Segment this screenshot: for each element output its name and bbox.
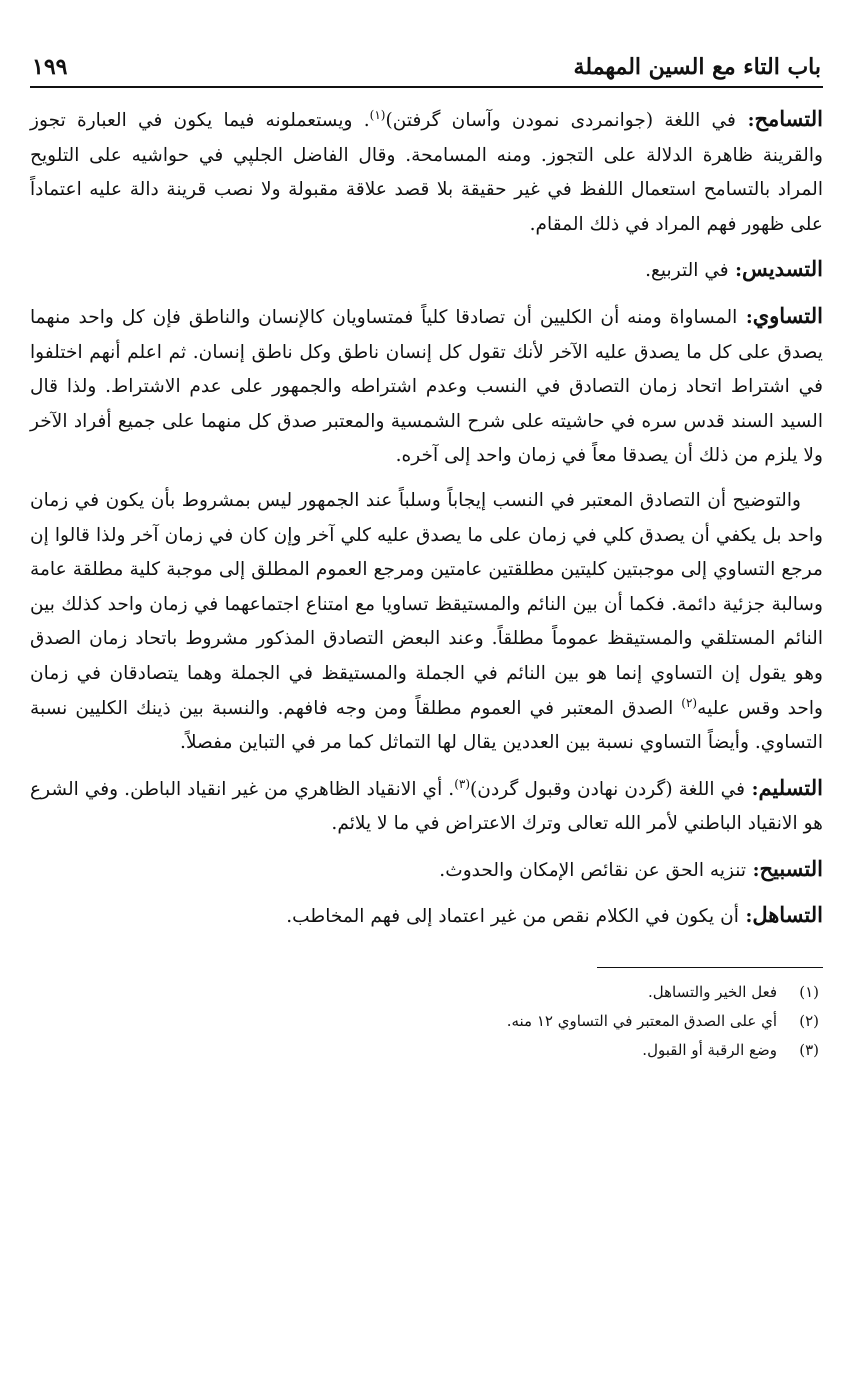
entry-term: التسبيح: [759, 855, 823, 881]
body-text: [30, 102, 823, 935]
entry-text: في التربيع.: [645, 260, 729, 282]
footnote-ref[interactable]: (٣): [454, 776, 471, 791]
entry-text: والتوضيح أن التصادق المعتبر في النسب إيجاباً وسلباً عند الجمهور ليس بمشروط بأن يكون في زمان واحد بل يكفي أن يصدق كلي في زمان على ما يصدق عليه كلي آخر وإن كان في زمان آخر ولذا قالوا إن مرجع التساوي إلى موجبتين كليتين مطلقتين عامتين ومرجع العموم المطلق إلى موجبة كلية مطلقة عامة وسالبة جزئية دائمة. فكما أن بين النائم والمستيقظ تساويا مع امتناع اجتماعهما في زمان واحد كذلك بين النائم المستلقي والمستيقظ عموماً مطلقاً. وعند البعض التصادق المذكور مشروط باتحاد زمان الصدق وهو يقول إن التساوي إنما هو بين النائم في الجملة والمستيقظ في الجملة وهما يتصادقان في زمان واحد وقس عليه: [30, 489, 823, 719]
footnote-number: (٢): [799, 1012, 819, 1031]
entry-text: في اللغة (جوانمردى نمودن وآسان گرفتن): [385, 110, 736, 131]
footnote-text: فعل الخير والتساهل.: [647, 983, 777, 1002]
entry-term: التساوي: [752, 302, 823, 328]
entry-tasdis: التسديس: في التربيع.: [645, 256, 823, 282]
running-title: باب التاء مع السين المهملة: [573, 54, 821, 80]
entry-tasawi-continuation: [30, 484, 823, 761]
entry-term: التسامح: [754, 106, 823, 131]
entry-term: التسليم: [758, 774, 824, 800]
entry-text: أن يكون في الكلام نقص من غير اعتماد إلى فهم المخاطب.: [286, 906, 739, 928]
entry-text: . أي الانقياد الظاهري من غير انقياد الباطن. وفي الشرع هو الانقياد الباطني لأمر الله تعالى وترك الاعتراض في ما لا يلائم.: [30, 778, 823, 835]
entry-taslim: التسليم: في اللغة (گردن نهادن وقبول گردن)$^{(٣)}$. أي الانقياد الظاهري من غير انقياد الباطن. وفي الشرع هو الانقياد الباطني لأمر الله تعالى وترك الاعتراض في ما لا يلائم.: [30, 774, 824, 835]
entry-tasahul: التساهل: أن يكون في الكلام نقص من غير اعتماد إلى فهم المخاطب.: [286, 902, 823, 928]
footnote-divider: [597, 967, 823, 968]
footnote-number: (١): [799, 983, 819, 1002]
footnote-ref[interactable]: (١): [369, 107, 386, 122]
entry-term: التسديس: [742, 256, 823, 282]
entry-text: الصدق المعتبر في العموم مطلقاً ومن وجه فافهم. والنسبة بين ذينك الكليين نسبة التساوي. وأيضاً التساوي نسبة بين العددين يقال لها التماثل كما مر في التباين مفصلاً.: [30, 697, 823, 754]
page-header: [30, 48, 823, 88]
footnote-number: (٣): [799, 1041, 819, 1060]
footnote-1: [30, 978, 823, 1007]
footnotes: [30, 978, 823, 1065]
entry-tasamuh: التسامح: في اللغة (جوانمردى نمودن وآسان گرفتن)$^{(١)}$. ويستعملونه فيما يكون في العبارة تجوز والقرينة ظاهرة الدلالة على التجوز. ومنه المسامحة. وقال الفاضل الجلپي في حواشيه على التلويح المراد بالتسامح استعمال اللفظ في غير حقيقة بلا قصد علاقة مقبولة ولا نصب قرينة دالة عليه اعتماداً على ظهور فهم المراد في ذلك المقام.: [30, 106, 823, 235]
entry-text: تنزيه الحق عن نقائص الإمكان والحدوث.: [439, 859, 747, 881]
footnote-text: وضع الرقبة أو القبول.: [642, 1041, 777, 1060]
entry-text: المساواة ومنه أن الكليين أن تصادقا كلياً فمتساويان كالإنسان والناطق فإن كل واحد منهما يصدق على كل ما يصدق عليه الآخر لأنك تقول كل إنسان ناطق وكل ناطق إنسان. ثم اعلم أنهم اختلفوا في اشتراط اتحاد زمان التصادق في النسب وعدم اشتراطه والجمهور على عدم الاشتراط. ولذا قال السيد السند قدس سره في حاشيته على شرح الشمسية والمعتبر صدق كل منهما على جميع أفراد الآخر ولا يلزم من ذلك أن يصدقا معاً في زمان واحد إلى آخره.: [30, 306, 823, 467]
entry-tasbih: التسبيح: تنزيه الحق عن نقائص الإمكان والحدوث.: [439, 855, 823, 881]
entry-text: في اللغة (گردن نهادن وقبول گردن): [470, 778, 745, 800]
entry-tasawi: التساوي: المساواة ومنه أن الكليين أن تصادقا كلياً فمتساويان كالإنسان والناطق فإن كل واحد منهما يصدق على كل ما يصدق عليه الآخر لأنك تقول كل إنسان ناطق وكل ناطق إنسان. ثم اعلم أنهم اختلفوا في اشتراط اتحاد زمان التصادق في النسب وعدم اشتراطه والجمهور على عدم الاشتراط. ولذا قال السيد السند قدس سره في حاشيته على شرح الشمسية والمعتبر صدق كل منهما على جميع أفراد الآخر ولا يلزم من ذلك أن يصدقا معاً في زمان واحد إلى آخره.: [30, 302, 823, 467]
page-number: ١٩٩: [32, 54, 68, 80]
footnote-text: أي على الصدق المعتبر في التساوي ١٢ منه.: [506, 1012, 777, 1031]
footnote-3: [30, 1036, 823, 1065]
entry-text: . ويستعملونه فيما يكون في العبارة تجوز والقرينة ظاهرة الدلالة على التجوز. ومنه المسامحة. وقال الفاضل الجلپي في حواشيه على التلويح المراد بالتسامح استعمال اللفظ في غير حقيقة بلا قصد علاقة مقبولة ولا نصب قرينة دالة عليه اعتماداً على ظهور فهم المراد في ذلك المقام.: [30, 110, 823, 235]
page: [30, 48, 823, 1065]
footnote-ref[interactable]: (٢): [681, 695, 698, 710]
footnote-2: [30, 1007, 823, 1036]
entry-term: التساهل: [752, 902, 823, 928]
